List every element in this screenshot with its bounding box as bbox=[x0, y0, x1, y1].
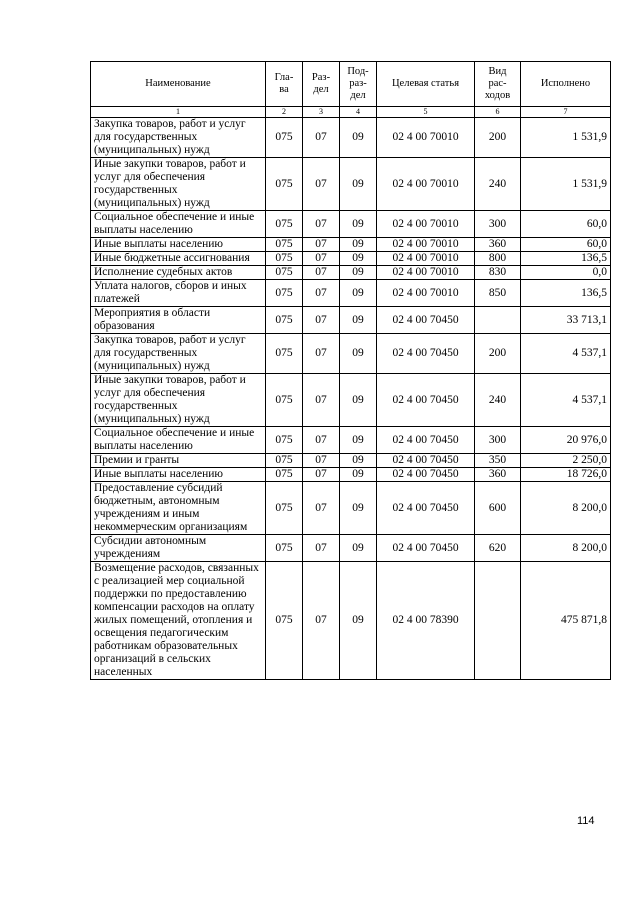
table-row bbox=[91, 374, 611, 427]
header-chapter: Гла- ва bbox=[266, 62, 303, 107]
row-subsection: 09 bbox=[340, 334, 377, 374]
row-target: 02 4 00 70450 bbox=[377, 374, 475, 427]
table-row bbox=[91, 334, 611, 374]
row-expense-type: 620 bbox=[475, 535, 521, 562]
row-target: 02 4 00 70450 bbox=[377, 535, 475, 562]
page-number: 114 bbox=[577, 815, 595, 827]
row-chapter: 075 bbox=[266, 118, 303, 158]
table-row bbox=[91, 280, 611, 307]
table-row bbox=[91, 535, 611, 562]
row-section: 07 bbox=[303, 374, 340, 427]
row-target: 02 4 00 70010 bbox=[377, 266, 475, 280]
row-name: Исполнение судебных актов bbox=[91, 266, 266, 280]
row-name: Социальное обеспечение и иные выплаты населению bbox=[91, 427, 266, 454]
row-subsection: 09 bbox=[340, 266, 377, 280]
row-chapter: 075 bbox=[266, 468, 303, 482]
row-executed: 475 871,8 bbox=[521, 562, 611, 680]
row-name: Иные выплаты населению bbox=[91, 468, 266, 482]
row-expense-type: 350 bbox=[475, 454, 521, 468]
column-number: 3 bbox=[303, 107, 340, 118]
row-target: 02 4 00 70450 bbox=[377, 482, 475, 535]
row-expense-type bbox=[475, 307, 521, 334]
row-chapter: 075 bbox=[266, 427, 303, 454]
table-row bbox=[91, 454, 611, 468]
header-target: Целевая статья bbox=[377, 62, 475, 107]
row-name: Субсидии автономным учреждениям bbox=[91, 535, 266, 562]
row-subsection: 09 bbox=[340, 307, 377, 334]
column-number-row bbox=[91, 107, 611, 118]
table-header-row bbox=[91, 62, 611, 107]
row-target: 02 4 00 70450 bbox=[377, 454, 475, 468]
row-section: 07 bbox=[303, 562, 340, 680]
row-target: 02 4 00 70010 bbox=[377, 118, 475, 158]
row-chapter: 075 bbox=[266, 334, 303, 374]
row-expense-type: 830 bbox=[475, 266, 521, 280]
row-executed: 60,0 bbox=[521, 238, 611, 252]
row-section: 07 bbox=[303, 535, 340, 562]
row-section: 07 bbox=[303, 307, 340, 334]
table-row bbox=[91, 266, 611, 280]
column-number: 7 bbox=[521, 107, 611, 118]
row-name: Иные бюджетные ассигнования bbox=[91, 252, 266, 266]
table-row bbox=[91, 427, 611, 454]
row-subsection: 09 bbox=[340, 468, 377, 482]
row-section: 07 bbox=[303, 211, 340, 238]
row-chapter: 075 bbox=[266, 280, 303, 307]
row-expense-type: 600 bbox=[475, 482, 521, 535]
header-name: Наименование bbox=[91, 62, 266, 107]
row-name: Социальное обеспечение и иные выплаты населению bbox=[91, 211, 266, 238]
row-target: 02 4 00 70450 bbox=[377, 468, 475, 482]
row-chapter: 075 bbox=[266, 211, 303, 238]
row-target: 02 4 00 78390 bbox=[377, 562, 475, 680]
table-row bbox=[91, 158, 611, 211]
row-section: 07 bbox=[303, 280, 340, 307]
row-chapter: 075 bbox=[266, 307, 303, 334]
row-section: 07 bbox=[303, 468, 340, 482]
row-subsection: 09 bbox=[340, 562, 377, 680]
row-expense-type: 300 bbox=[475, 427, 521, 454]
row-expense-type: 240 bbox=[475, 158, 521, 211]
row-name: Мероприятия в области образования bbox=[91, 307, 266, 334]
table-row bbox=[91, 118, 611, 158]
row-section: 07 bbox=[303, 266, 340, 280]
row-target: 02 4 00 70010 bbox=[377, 211, 475, 238]
row-name: Закупка товаров, работ и услуг для государственных (муниципальных) нужд bbox=[91, 334, 266, 374]
row-subsection: 09 bbox=[340, 280, 377, 307]
row-name: Иные выплаты населению bbox=[91, 238, 266, 252]
table-row bbox=[91, 468, 611, 482]
column-number: 5 bbox=[377, 107, 475, 118]
column-number: 6 bbox=[475, 107, 521, 118]
row-expense-type: 360 bbox=[475, 238, 521, 252]
row-section: 07 bbox=[303, 238, 340, 252]
row-section: 07 bbox=[303, 482, 340, 535]
row-subsection: 09 bbox=[340, 427, 377, 454]
row-name: Иные закупки товаров, работ и услуг для обеспечения государственных (муниципальных) нужд bbox=[91, 374, 266, 427]
row-subsection: 09 bbox=[340, 482, 377, 535]
row-executed: 33 713,1 bbox=[521, 307, 611, 334]
table-row bbox=[91, 238, 611, 252]
column-number: 4 bbox=[340, 107, 377, 118]
row-section: 07 bbox=[303, 118, 340, 158]
row-chapter: 075 bbox=[266, 238, 303, 252]
row-executed: 20 976,0 bbox=[521, 427, 611, 454]
row-target: 02 4 00 70010 bbox=[377, 252, 475, 266]
row-subsection: 09 bbox=[340, 454, 377, 468]
row-expense-type: 800 bbox=[475, 252, 521, 266]
row-expense-type: 200 bbox=[475, 118, 521, 158]
table-row bbox=[91, 252, 611, 266]
row-expense-type: 200 bbox=[475, 334, 521, 374]
row-name: Возмещение расходов, связанных с реализацией мер социальной поддержки по предоставлению компенсации расходов на оплату жилых помещений, отопления и освещения педагогическим работникам образовательных организаций в сельских населенных bbox=[91, 562, 266, 680]
row-subsection: 09 bbox=[340, 535, 377, 562]
row-executed: 1 531,9 bbox=[521, 118, 611, 158]
row-executed: 0,0 bbox=[521, 266, 611, 280]
row-section: 07 bbox=[303, 454, 340, 468]
row-chapter: 075 bbox=[266, 374, 303, 427]
table-row bbox=[91, 211, 611, 238]
row-expense-type: 240 bbox=[475, 374, 521, 427]
row-name: Предоставление субсидий бюджетным, автономным учреждениям и иным некоммерческим организациям bbox=[91, 482, 266, 535]
row-executed: 136,5 bbox=[521, 280, 611, 307]
row-chapter: 075 bbox=[266, 535, 303, 562]
row-subsection: 09 bbox=[340, 252, 377, 266]
table-row bbox=[91, 307, 611, 334]
row-executed: 4 537,1 bbox=[521, 334, 611, 374]
header-executed: Исполнено bbox=[521, 62, 611, 107]
row-chapter: 075 bbox=[266, 482, 303, 535]
row-name: Уплата налогов, сборов и иных платежей bbox=[91, 280, 266, 307]
table-body bbox=[91, 118, 611, 680]
table-row bbox=[91, 562, 611, 680]
row-chapter: 075 bbox=[266, 252, 303, 266]
row-chapter: 075 bbox=[266, 158, 303, 211]
row-executed: 2 250,0 bbox=[521, 454, 611, 468]
row-subsection: 09 bbox=[340, 158, 377, 211]
row-section: 07 bbox=[303, 158, 340, 211]
row-executed: 8 200,0 bbox=[521, 535, 611, 562]
row-chapter: 075 bbox=[266, 454, 303, 468]
row-subsection: 09 bbox=[340, 238, 377, 252]
table-row bbox=[91, 482, 611, 535]
column-number: 1 bbox=[91, 107, 266, 118]
row-chapter: 075 bbox=[266, 266, 303, 280]
row-expense-type: 850 bbox=[475, 280, 521, 307]
row-subsection: 09 bbox=[340, 211, 377, 238]
header-subsection: Под- раз- дел bbox=[340, 62, 377, 107]
row-expense-type bbox=[475, 562, 521, 680]
row-target: 02 4 00 70010 bbox=[377, 238, 475, 252]
row-executed: 1 531,9 bbox=[521, 158, 611, 211]
row-name: Премии и гранты bbox=[91, 454, 266, 468]
column-number: 2 bbox=[266, 107, 303, 118]
row-subsection: 09 bbox=[340, 374, 377, 427]
row-chapter: 075 bbox=[266, 562, 303, 680]
row-target: 02 4 00 70450 bbox=[377, 334, 475, 374]
row-executed: 60,0 bbox=[521, 211, 611, 238]
header-section: Раз- дел bbox=[303, 62, 340, 107]
row-target: 02 4 00 70450 bbox=[377, 427, 475, 454]
row-subsection: 09 bbox=[340, 118, 377, 158]
row-expense-type: 360 bbox=[475, 468, 521, 482]
row-executed: 4 537,1 bbox=[521, 374, 611, 427]
row-target: 02 4 00 70010 bbox=[377, 158, 475, 211]
row-expense-type: 300 bbox=[475, 211, 521, 238]
row-executed: 8 200,0 bbox=[521, 482, 611, 535]
row-target: 02 4 00 70450 bbox=[377, 307, 475, 334]
row-name: Иные закупки товаров, работ и услуг для обеспечения государственных (муниципальных) нужд bbox=[91, 158, 266, 211]
row-section: 07 bbox=[303, 252, 340, 266]
row-executed: 136,5 bbox=[521, 252, 611, 266]
row-executed: 18 726,0 bbox=[521, 468, 611, 482]
row-section: 07 bbox=[303, 427, 340, 454]
row-name: Закупка товаров, работ и услуг для государственных (муниципальных) нужд bbox=[91, 118, 266, 158]
header-expense-type: Вид рас- ходов bbox=[475, 62, 521, 107]
budget-table bbox=[90, 61, 611, 680]
row-target: 02 4 00 70010 bbox=[377, 280, 475, 307]
row-section: 07 bbox=[303, 334, 340, 374]
